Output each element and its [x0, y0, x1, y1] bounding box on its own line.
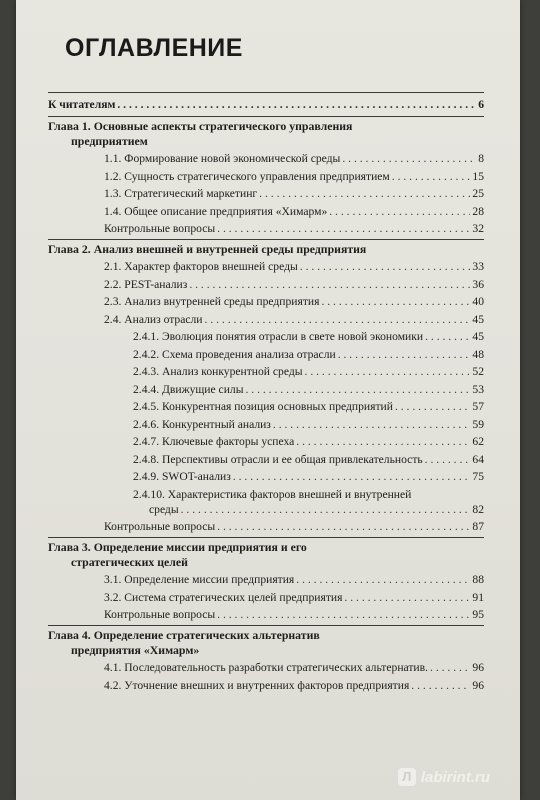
dot-leader	[205, 312, 471, 327]
toc-entry-label: 2.4.7. Ключевые факторы успеха	[133, 435, 295, 448]
toc-entry-label: 2.3. Анализ внутренней среды предприятия	[104, 295, 320, 308]
toc-entry-label: 1.3. Стратегический маркетинг	[104, 187, 258, 200]
toc-page-number: 62	[472, 435, 484, 448]
toc-entry[interactable]	[48, 221, 484, 236]
toc-entry[interactable]	[48, 312, 484, 327]
toc-entry[interactable]	[48, 294, 484, 309]
dot-leader	[411, 678, 470, 693]
toc-entry[interactable]	[48, 382, 484, 397]
watermark	[398, 768, 490, 786]
toc-page-number: 57	[472, 400, 484, 413]
toc-entry[interactable]	[48, 204, 484, 219]
toc-entry-label: 2.4.9. SWOT-анализ	[133, 470, 231, 483]
dot-leader	[296, 434, 470, 449]
chapter-heading[interactable]	[48, 628, 484, 658]
dot-leader	[259, 186, 470, 201]
toc-entry-label: 2.4.5. Конкурентная позиция основных предприятий	[133, 400, 393, 413]
toc-entry-label: Контрольные вопросы	[104, 222, 216, 235]
dot-leader	[425, 452, 471, 467]
toc-page-number: 75	[472, 470, 484, 483]
toc-entry[interactable]	[48, 399, 484, 414]
chapter-heading[interactable]	[48, 119, 484, 149]
toc-entry-label: Контрольные вопросы	[104, 608, 216, 621]
section-rule	[48, 116, 484, 117]
toc-page-number: 28	[472, 204, 484, 218]
toc-entry[interactable]	[48, 678, 484, 693]
dot-leader	[392, 169, 471, 184]
toc-entry-label: 2.4.3. Анализ конкурентной среды	[133, 365, 303, 378]
watermark-text: labirint.ru	[420, 768, 490, 786]
toc-page-number: 32	[472, 222, 484, 235]
toc-page-number: 87	[472, 520, 484, 533]
chapter-heading-line: стратегических целей	[71, 555, 188, 569]
toc-entry-label: 2.2. PEST-анализ	[104, 277, 188, 291]
toc-page-number: 48	[472, 347, 484, 361]
toc-page-number: 15	[472, 169, 484, 183]
toc-page-number: 95	[472, 608, 484, 621]
toc-entry-label: 2.4.2. Схема проведения анализа отрасли	[133, 347, 336, 361]
toc-page-number: 53	[472, 382, 484, 396]
dot-leader	[217, 607, 470, 622]
dot-leader	[338, 347, 471, 362]
toc-entry-label-line: среды	[149, 502, 179, 516]
toc-entry-label: 4.1. Последовательность разработки стратегических альтернатив.	[104, 661, 429, 674]
dot-leader	[329, 204, 470, 219]
chapter-heading[interactable]	[48, 242, 484, 257]
dot-leader	[233, 469, 471, 484]
toc-page-number: 64	[472, 452, 484, 466]
toc-entry[interactable]	[48, 417, 484, 432]
toc-entry[interactable]	[48, 97, 484, 112]
dot-leader	[321, 294, 470, 309]
toc-entry[interactable]	[48, 186, 484, 201]
toc-entry-label: 1.4. Общее описание предприятия «Химарм»	[104, 204, 328, 218]
dot-leader	[430, 660, 470, 675]
chapter-heading-line: предприятием	[71, 134, 148, 148]
dot-leader	[344, 590, 470, 605]
toc-page-number: 45	[472, 330, 484, 343]
dot-leader	[217, 519, 470, 534]
chapter-heading-line: Глава 4. Определение стратегических альтернатив	[48, 628, 320, 642]
dot-leader	[305, 364, 471, 379]
toc-entry-label: 2.4.1. Эволюция понятия отрасли в свете новой экономики	[133, 330, 424, 343]
toc-entry[interactable]	[48, 364, 484, 379]
toc-page-number: 25	[472, 187, 484, 200]
dot-leader	[117, 97, 476, 112]
toc-entry-label: 3.1. Определение миссии предприятия	[104, 573, 295, 586]
toc-entry[interactable]	[48, 347, 484, 362]
toc-entry-label: 2.1. Характер факторов внешней среды	[104, 260, 298, 273]
toc-page-number: 96	[472, 661, 484, 674]
labirint-logo-icon: Л	[398, 768, 416, 786]
toc-entry[interactable]	[48, 487, 484, 517]
toc-entry-label: 2.4.8. Перспективы отрасли и ее общая привлекательность	[133, 452, 423, 466]
toc-entry[interactable]	[48, 572, 484, 587]
toc-entry[interactable]	[48, 151, 484, 166]
toc-page-number: 88	[472, 573, 484, 586]
dot-leader	[300, 259, 471, 274]
toc-page-number: 40	[472, 295, 484, 308]
chapter-heading-line: Глава 2. Анализ внешней и внутренней среды предприятия	[48, 242, 367, 256]
dot-leader	[245, 382, 470, 397]
toc-entry[interactable]	[48, 590, 484, 605]
dot-leader	[395, 399, 470, 414]
toc-entry[interactable]	[48, 469, 484, 484]
chapter-heading-line: предприятия «Химарм»	[71, 643, 200, 657]
dot-leader	[273, 417, 471, 432]
toc-page-number: 59	[472, 417, 484, 431]
toc-entry-label: 2.4.4. Движущие силы	[133, 382, 244, 396]
dot-leader	[296, 572, 470, 587]
table-of-contents	[48, 93, 484, 695]
chapter-heading-line: Глава 1. Основные аспекты стратегического управления	[48, 119, 353, 133]
dot-leader	[342, 151, 476, 166]
dot-leader	[181, 502, 471, 517]
toc-page-number: 33	[472, 260, 484, 273]
toc-entry-label: 2.4. Анализ отрасли	[104, 312, 203, 326]
dot-leader	[189, 277, 470, 292]
toc-page-number: 91	[472, 590, 484, 604]
book-page	[16, 0, 520, 800]
toc-page-number: 36	[472, 277, 484, 291]
toc-entry[interactable]	[48, 169, 484, 184]
toc-entry-label: 1.1. Формирование новой экономической среды	[104, 152, 341, 165]
page-title: ОГЛАВЛЕНИЕ	[65, 34, 243, 62]
toc-page-number: 96	[472, 678, 484, 692]
toc-page-number: 52	[472, 365, 484, 378]
toc-entry[interactable]	[48, 519, 484, 534]
toc-entry[interactable]	[48, 277, 484, 292]
toc-page-number: 82	[472, 502, 484, 516]
dot-leader	[425, 329, 470, 344]
toc-entry-last-line	[133, 502, 484, 517]
section-rule	[48, 537, 484, 538]
toc-entry[interactable]	[48, 660, 484, 675]
toc-entry-label: Контрольные вопросы	[104, 520, 216, 533]
toc-entry-label-line: 2.4.10. Характеристика факторов внешней и внутренней	[133, 487, 412, 501]
toc-entry-label: 3.2. Система стратегических целей предприятия	[104, 590, 343, 604]
toc-entry-label: 2.4.6. Конкурентный анализ	[133, 417, 271, 431]
toc-page-number: 8	[478, 152, 484, 165]
toc-entry[interactable]	[48, 259, 484, 274]
toc-entry-label: К читателям	[48, 98, 116, 111]
section-rule	[48, 239, 484, 240]
toc-entry[interactable]	[48, 329, 484, 344]
toc-entry[interactable]	[48, 607, 484, 622]
section-rule	[48, 625, 484, 626]
toc-page-number: 6	[478, 98, 484, 111]
dot-leader	[217, 221, 470, 236]
chapter-heading-line: Глава 3. Определение миссии предприятия и его	[48, 540, 307, 554]
toc-page-number: 45	[472, 312, 484, 326]
chapter-heading[interactable]	[48, 540, 484, 570]
toc-entry-label: 4.2. Уточнение внешних и внутренних факторов предприятия	[104, 678, 410, 692]
toc-entry[interactable]	[48, 434, 484, 449]
toc-entry[interactable]	[48, 452, 484, 467]
toc-entry-label: 1.2. Сущность стратегического управления предприятием	[104, 169, 390, 183]
